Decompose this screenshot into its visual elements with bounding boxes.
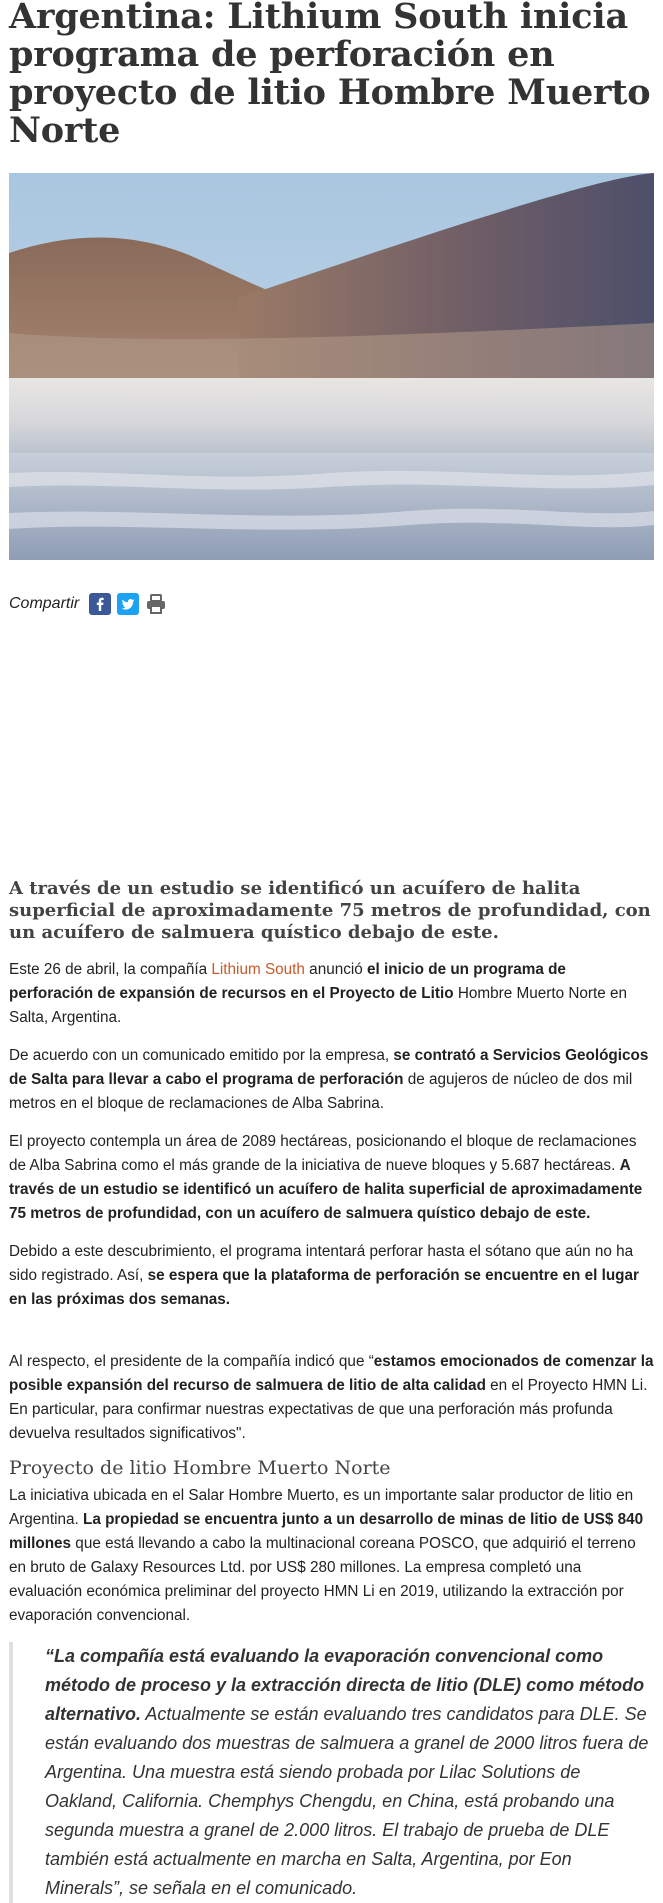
ad-placeholder (9, 618, 654, 868)
facebook-icon[interactable] (89, 593, 111, 615)
share-bar (9, 590, 654, 618)
paragraph-6: La iniciativa ubicada en el Salar Hombre Muerto, es un importante salar productor de litio en Argentina. La propiedad se encuentra junto a un desarrollo de minas de litio de US$ 840 millones que está llevando a cabo la multinacional coreana POSCO, que adquirió el terreno en bruto de Galaxy Resources Ltd. por US$ 280 millones. La empresa completó una evaluación económica preliminar del proyecto HMN Li en 2019, utilizando la extracción por evaporación convencional. (9, 1487, 644, 1624)
hero-image (9, 173, 654, 560)
article-quote: “La compañía está evaluando la evaporación convencional como método de proceso y la extracción directa de litio (DLE) como método alternativo. Actualmente se están evaluando tres candidatos para DLE. Se están evaluando dos muestras de salmuera a granel de 2000 litros fuera de Argentina. Una muestra está siendo probada por Lilac Solutions de Oakland, California. Chemphys Chengdu, en China, está probando una segunda muestra a granel de 2.000 litros. El trabajo de prueba de DLE también está actualmente en marcha en Salta, Argentina, por Eon Minerals”, se señala en el comunicado. (9, 1642, 654, 1903)
article-title: Argentina: Lithium South inicia programa de perforación en proyecto de litio Hombre Muerto Norte (9, 0, 651, 151)
paragraph-1: Este 26 de abril, la compañía Lithium South anunció el inicio de un programa de perforación de expansión de recursos en el Proyecto de Litio Hombre Muerto Norte en Salta, Argentina. (9, 961, 628, 1026)
article-lead: A través de un estudio se identificó un acuífero de halita superficial de aproximadamente 75 metros de profundidad, con un acuífero de salmuera quístico debajo de este. (9, 878, 651, 943)
twitter-icon[interactable] (117, 593, 139, 615)
paragraph-4: Debido a este descubrimiento, el programa intentará perforar hasta el sótano que aún no ha sido registrado. Así, se espera que la plataforma de perforación se encuentre en el lugar en las próximas dos semanas. (9, 1243, 639, 1308)
paragraph-3: El proyecto contempla un área de 2089 hectáreas, posicionando el bloque de reclamaciones de Alba Sabrina como el más grande de la iniciativa de nueve bloques y 5.687 hectáreas. A través de un estudio se identificó un acuífero de halita superficial de aproximadamente 75 metros de profundidad, con un acuífero de salmuera quístico debajo de este. (9, 1133, 643, 1222)
company-link[interactable]: Lithium South (211, 961, 305, 978)
paragraph-2: De acuerdo con un comunicado emitido por la empresa, se contrató a Servicios Geológicos de Salta para llevar a cabo el programa de perforación de agujeros de núcleo de dos mil metros en el bloque de reclamaciones de Alba Sabrina. (9, 1047, 649, 1112)
share-label: Compartir (9, 595, 80, 612)
print-icon[interactable] (145, 593, 167, 615)
section-subheading: Proyecto de litio Hombre Muerto Norte (9, 1457, 391, 1479)
paragraph-5: Al respecto, el presidente de la compañía indicó que “estamos emocionados de comenzar la posible expansión del recurso de salmuera de litio de alta calidad en el Proyecto HMN Li. En particular, para confirmar nuestras expectativas de que una perforación más profunda devuelva resultados significativos". (9, 1353, 654, 1442)
